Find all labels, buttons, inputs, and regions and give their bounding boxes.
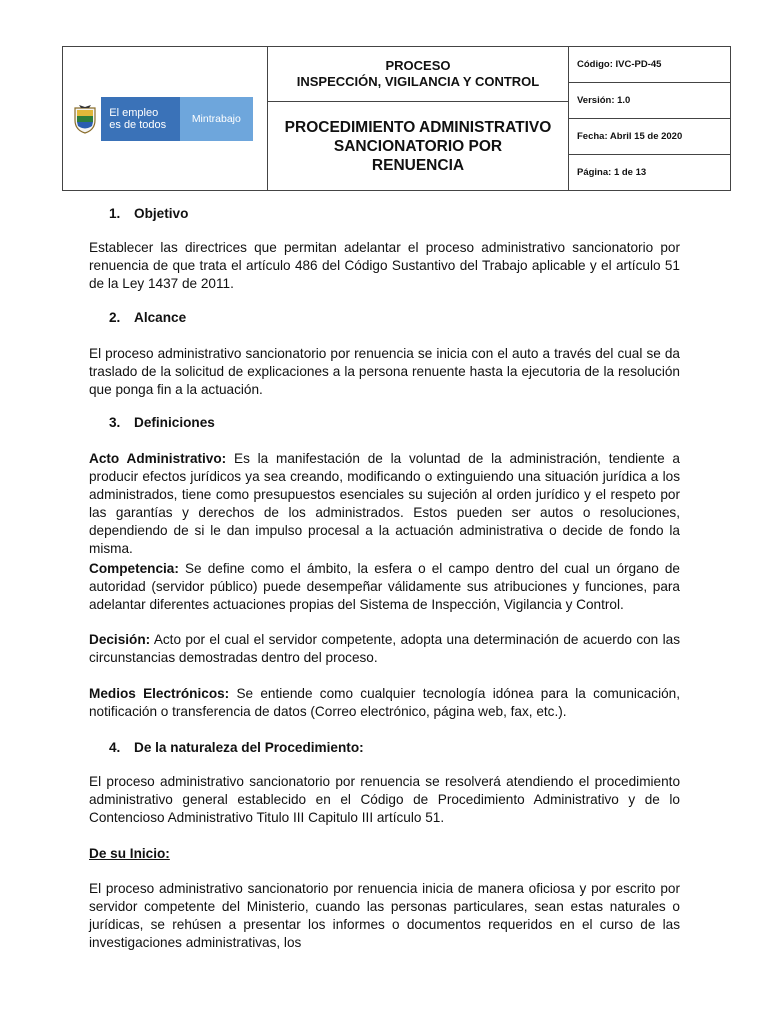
- process-label: PROCESO: [385, 58, 451, 73]
- paragraph-alcance: El proceso administrativo sancionatorio por renuencia se inicia con el auto a través del cual se da traslado de la solicitud de explicaciones a la persona renuente hasta la ejecutoria de la resolución que ponga fin a la actuación.: [89, 346, 680, 397]
- paragraph-objetivo: Establecer las directrices que permitan adelantar el proceso administrativo sancionatorio por renuencia de que trata el artículo 486 del Código Sustantivo del Trabajo aplicable y el artículo 51 de la Ley 1437 de 2011.: [89, 240, 680, 291]
- paragraph-inicio: El proceso administrativo sancionatorio por renuencia inicia de manera oficiosa y por escrito por servidor competente del Ministerio, cuando las personas particulares, sean estas naturales o jurídicas, se rehúsen a presentar los informes o documentos requeridos en el curso de las investigaciones administrativas, los: [89, 881, 680, 950]
- document-code: Código: IVC-PD-45: [569, 47, 730, 83]
- logo-slogan: [101, 97, 179, 141]
- definition-text: Se define como el ámbito, la esfera o el campo dentro del cual un órgano de autoridad (servidor público) puede desempeñar válidamente sus atribuciones y funciones, para adelantar diferentes actuaciones propias del Sistema de Inspección, Vigilancia y Control.: [89, 561, 680, 612]
- procedure-title-line1: PROCEDIMIENTO ADMINISTRATIVO: [284, 118, 552, 136]
- section-number: 2.: [109, 310, 121, 325]
- definition-medios-electronicos: [89, 685, 680, 721]
- page-number: Página: 1 de 13: [577, 167, 647, 178]
- mintrabajo-logo: [69, 97, 253, 141]
- section-title: Objetivo: [134, 206, 189, 221]
- section-title: Alcance: [134, 310, 187, 325]
- definition-term: Decisión:: [89, 632, 151, 647]
- definition-text: Se entiende como cualquier tecnología idónea para la comunicación, notificación o transferencia de datos (Correo electrónico, página web, fax, etc.).: [89, 686, 680, 719]
- definition-text: Es la manifestación de la voluntad de la administración, tendiente a producir efectos jurídicos ya sea creando, modificando o extinguiendo una situación jurídica a los administrados, tiene como presupuestos esenciales su sujeción al orden jurídico y el respeto por las garantías y derechos de los administrados. Estos pueden ser autos o resoluciones, dependiendo de si le dan impulso procesal a la actuación administrativa o decide de fondo la misma.: [89, 451, 680, 556]
- logo-brand: Mintrabajo: [180, 97, 253, 141]
- process-name: INSPECCIÓN, VIGILANCIA Y CONTROL: [296, 74, 540, 89]
- section-heading-objetivo: [109, 206, 188, 221]
- definition-competencia: [89, 560, 680, 614]
- definition-term: Acto Administrativo:: [89, 451, 227, 466]
- document-version: Versión: 1.0: [569, 83, 730, 119]
- procedure-title-line3: RENUENCIA: [371, 156, 465, 174]
- procedure-title: [268, 102, 568, 190]
- definition-acto-administrativo: [89, 450, 680, 558]
- definition-term: Competencia:: [89, 561, 179, 576]
- section-number: 3.: [109, 415, 121, 430]
- definition-term: Medios Electrónicos:: [89, 686, 230, 701]
- section-number: 1.: [109, 206, 121, 221]
- procedure-title-line2: SANCIONATORIO POR: [333, 137, 503, 155]
- coat-of-arms-icon: [69, 97, 101, 141]
- metadata-cell: [569, 47, 730, 190]
- logo-slogan-line2: es de todos: [109, 119, 167, 131]
- section-heading-alcance: [109, 310, 186, 325]
- paragraph-naturaleza: El proceso administrativo sancionatorio por renuencia se resolverá atendiendo el procedimiento administrativo general establecido en el Código de Procedimiento Administrativo y de lo Contencioso Administrativo Titulo III Capitulo III artículo 51.: [89, 774, 680, 825]
- document-date: Fecha: Abril 15 de 2020: [569, 119, 730, 155]
- definition-decision: [89, 631, 680, 667]
- logo-slogan-line1: El empleo: [109, 107, 159, 119]
- section-number: 4.: [109, 740, 121, 755]
- section-heading-naturaleza: [109, 740, 364, 755]
- logo-cell: [63, 47, 268, 190]
- section-heading-definiciones: [109, 415, 215, 430]
- document-header-table: [62, 46, 731, 191]
- title-cell: [268, 47, 569, 190]
- section-title: Definiciones: [134, 415, 215, 430]
- definition-text: Acto por el cual el servidor competente, adopta una determinación de acuerdo con las circunstancias demostradas dentro del proceso.: [89, 632, 680, 665]
- subheading-inicio: De su Inicio:: [89, 846, 170, 861]
- section-title: De la naturaleza del Procedimiento:: [134, 740, 364, 755]
- process-title: [268, 47, 568, 102]
